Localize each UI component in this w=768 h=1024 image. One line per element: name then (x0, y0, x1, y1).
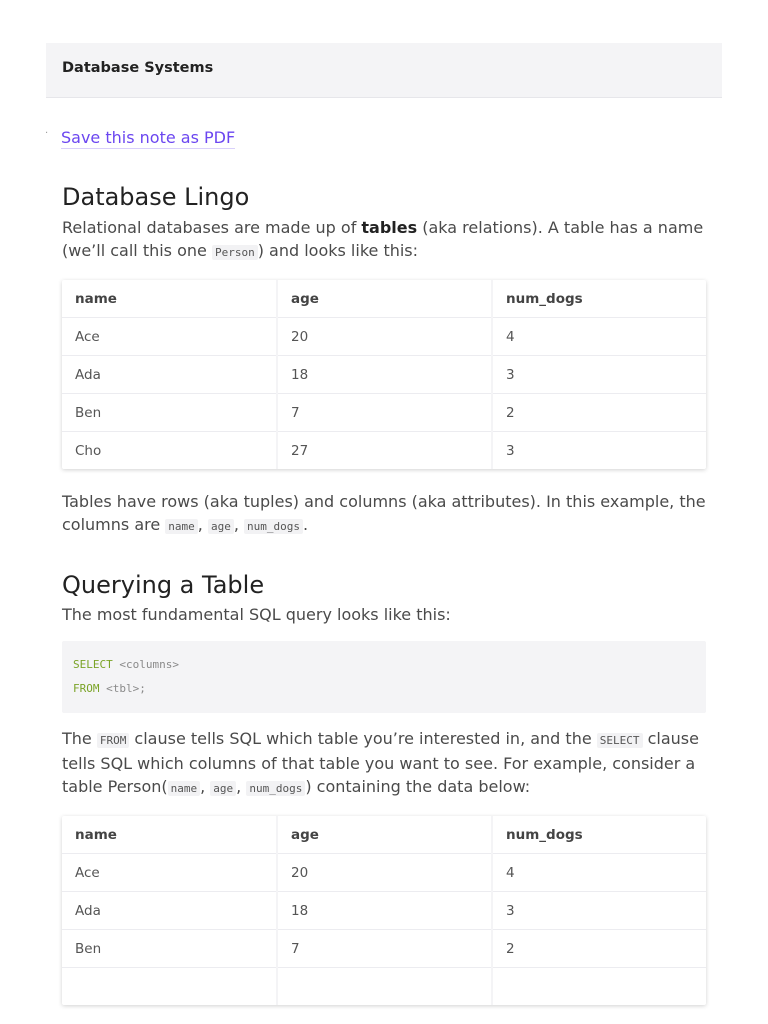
table-cell: 7 (277, 930, 492, 968)
text: ) containing the data below: (305, 777, 531, 796)
sql-keyword: FROM (73, 682, 100, 695)
save-pdf-link[interactable]: Save this note as PDF (61, 128, 236, 147)
sql-keyword: SELECT (73, 658, 113, 671)
table-row (62, 356, 706, 394)
inline-code: name (168, 781, 201, 796)
table-cell: 4 (492, 854, 706, 892)
table-cell (492, 968, 706, 1006)
text: . (302, 515, 309, 534)
paragraph-fundamental-query: The most fundamental SQL query looks like this: (62, 605, 451, 624)
text: , (233, 515, 244, 534)
person-table (62, 280, 706, 469)
table-row (62, 930, 706, 968)
site-header (46, 43, 722, 98)
column-header: name (62, 280, 277, 318)
text: , (197, 515, 208, 534)
table-row (62, 892, 706, 930)
bold-term-tables: tables (361, 218, 418, 237)
table-header-row (62, 816, 706, 854)
table-cell: 20 (277, 318, 492, 356)
text: clause tells SQL which columns of that table you want to see. For example, consider a table Person( (62, 729, 699, 796)
site-title[interactable]: Database Systems (62, 60, 214, 76)
table-cell (62, 968, 277, 1006)
table-cell (277, 968, 492, 1006)
table-cell: Ben (62, 394, 277, 432)
column-header: age (277, 816, 492, 854)
table-row (62, 394, 706, 432)
code-placeholder: <tbl>; (99, 682, 146, 695)
code-line (73, 653, 695, 677)
sql-code-block (62, 641, 706, 713)
table-row (62, 318, 706, 356)
text: , (236, 777, 247, 796)
note-content (62, 180, 706, 1005)
table-cell: 18 (277, 892, 492, 930)
section-heading-database-lingo: Database Lingo (62, 183, 250, 211)
table-cell: 18 (277, 356, 492, 394)
table-cell: 3 (506, 442, 515, 459)
text: , (200, 777, 211, 796)
table-cell: 7 (277, 394, 492, 432)
text: Relational databases are made up of (62, 218, 362, 237)
text: (aka relations). A table has a name (we’ll call this one (62, 218, 704, 260)
person-example-table (62, 816, 706, 1005)
list-bullet: · (45, 128, 49, 139)
paragraph-tables-intro (62, 216, 706, 264)
text: clause tells SQL which table you’re interested in, and the (129, 729, 597, 748)
table-cell: 3 (492, 892, 706, 930)
table-cell: Ace (62, 854, 277, 892)
code-line (73, 677, 695, 701)
paragraph-from-select (62, 727, 706, 800)
column-header: age (277, 280, 492, 318)
table-cell: 20 (277, 854, 492, 892)
section-heading-querying: Querying a Table (62, 571, 265, 599)
text: Tables have rows (aka tuples) and columns (aka attributes). In this example, the columns are (62, 492, 706, 534)
inline-code: age (210, 781, 236, 796)
text: ) and looks like this: (257, 241, 419, 260)
table-cell: Ace (62, 318, 277, 356)
inline-code: num_dogs (244, 519, 303, 534)
inline-code: Person (212, 245, 258, 260)
column-header: name (62, 816, 277, 854)
inline-code: num_dogs (246, 781, 305, 796)
table-cell: 3 (492, 356, 706, 394)
table-cell: 2 (492, 930, 706, 968)
table-row (62, 432, 706, 470)
inline-code: age (208, 519, 234, 534)
table-cell: 2 (492, 394, 706, 432)
inline-code: name (165, 519, 198, 534)
table-cell: 27 (277, 432, 492, 470)
table-cell: Ada (62, 356, 277, 394)
table-cell: Cho (62, 432, 277, 470)
inline-code: FROM (97, 733, 130, 748)
paragraph-rows-columns (62, 490, 706, 538)
column-header: num_dogs (492, 280, 706, 318)
table-cell: Ben (62, 930, 277, 968)
table-cell: Ada (62, 892, 277, 930)
table-row (62, 854, 706, 892)
code-placeholder: <columns> (112, 658, 179, 671)
table-cell: 4 (492, 318, 706, 356)
table-header-row (62, 280, 706, 318)
inline-code: SELECT (597, 733, 643, 748)
column-header: num_dogs (492, 816, 706, 854)
table-row (62, 968, 706, 1006)
text: The (62, 729, 97, 748)
